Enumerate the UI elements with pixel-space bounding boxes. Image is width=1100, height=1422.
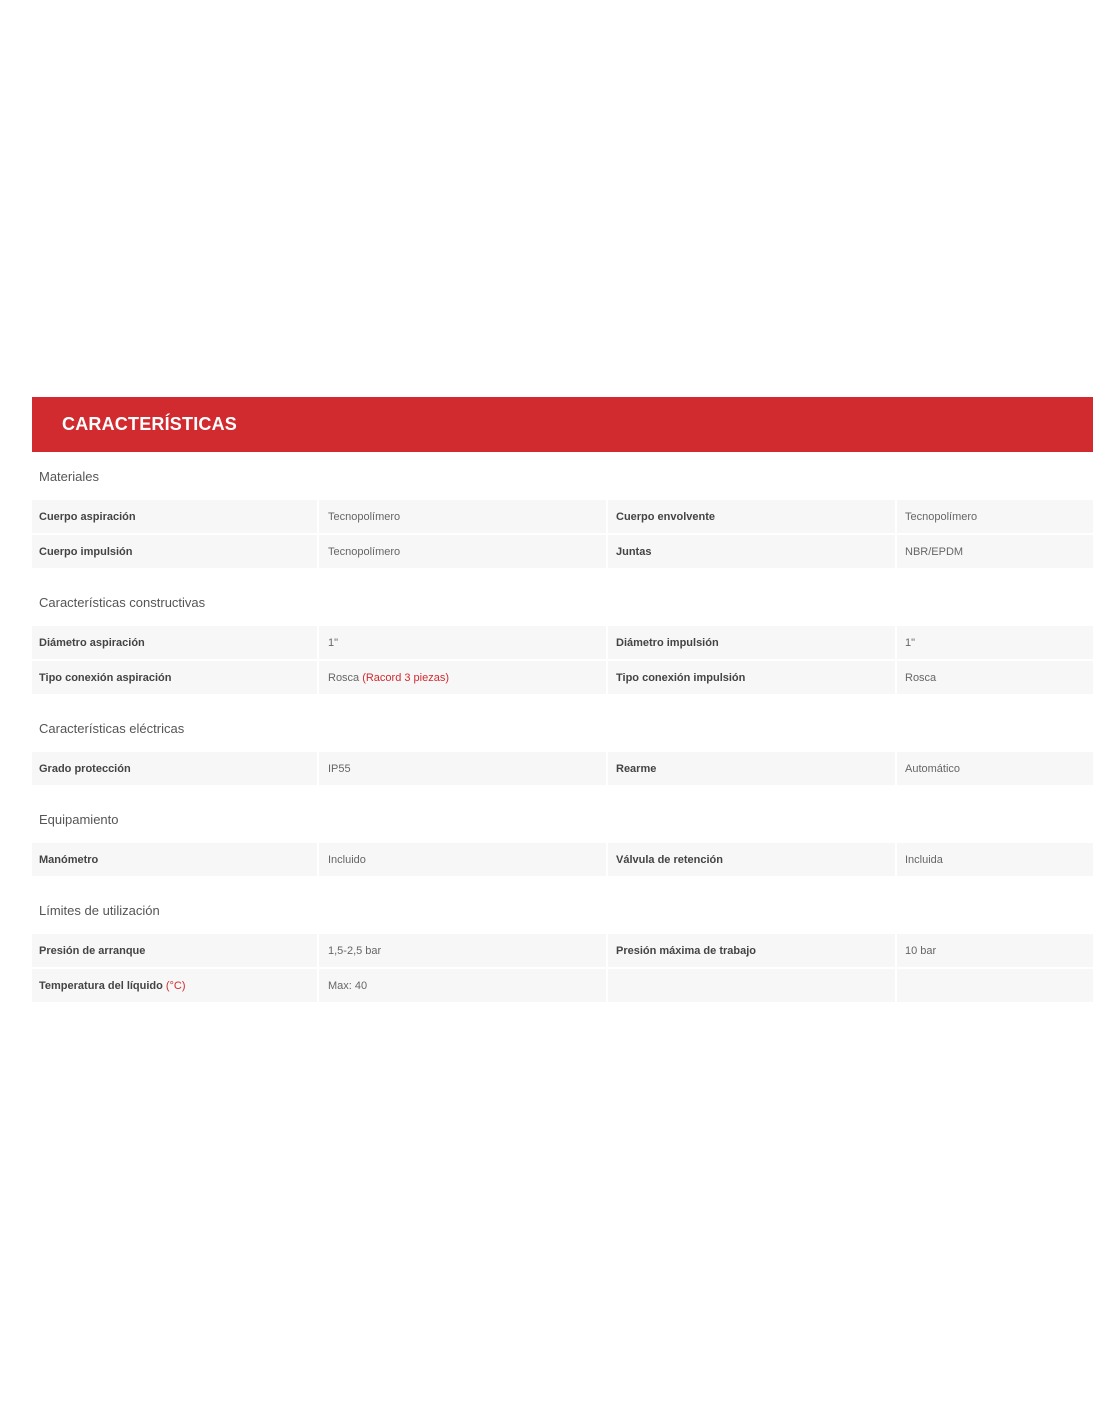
spec-label: Diámetro aspiración [32,626,317,659]
spec-row [32,661,1093,694]
spec-value: 1" [897,626,1093,659]
spec-value [897,969,1093,1002]
spec-value: Tecnopolímero [319,500,606,533]
spec-value-note: (Racord 3 piezas) [362,671,450,684]
spec-label: Cuerpo aspiración [32,500,317,533]
spec-value: Max: 40 [319,969,606,1002]
spec-row [32,843,1093,876]
spec-value: 1,5-2,5 bar [319,934,606,967]
section-title: CARACTERÍSTICAS [62,414,238,434]
spec-label: Cuerpo impulsión [32,535,317,568]
spec-label: Cuerpo envolvente [608,500,895,533]
spec-label: Temperatura del líquido [39,979,163,992]
spec-label: Presión de arranque [32,934,317,967]
spec-value: Incluido [319,843,606,876]
spec-value: Incluida [897,843,1093,876]
spec-group-constructivas [32,570,1093,694]
spec-group-materiales [32,452,1093,568]
spec-label: Válvula de retención [608,843,895,876]
spec-group-electricas [32,696,1093,785]
spec-label: Juntas [608,535,895,568]
group-title: Características eléctricas [39,720,185,736]
spec-value: NBR/EPDM [897,535,1093,568]
spec-value: 10 bar [897,934,1093,967]
group-title: Materiales [39,468,99,484]
group-title: Características constructivas [39,594,206,610]
spec-row [32,535,1093,568]
section-banner [32,397,1093,452]
spec-label-unit: (°C) [165,979,186,992]
spec-label: Tipo conexión aspiración [32,661,317,694]
spec-label: Rearme [608,752,895,785]
spec-value: Tecnopolímero [897,500,1093,533]
spec-label-cell [32,969,317,1002]
spec-label [608,969,895,1002]
spec-row [32,934,1093,967]
spec-row [32,500,1093,533]
spec-value: Automático [897,752,1093,785]
spec-value: IP55 [319,752,606,785]
spec-group-equipamiento [32,787,1093,876]
spec-label: Diámetro impulsión [608,626,895,659]
spec-label: Tipo conexión impulsión [608,661,895,694]
specifications-section [32,397,1093,1004]
spec-label: Presión máxima de trabajo [608,934,895,967]
group-title: Límites de utilización [39,902,160,918]
spec-label: Grado protección [32,752,317,785]
spec-value-cell [319,661,606,694]
spec-row [32,752,1093,785]
spec-value: Tecnopolímero [319,535,606,568]
spec-value: 1" [319,626,606,659]
spec-row [32,969,1093,1002]
spec-group-limites [32,878,1093,1002]
group-title: Equipamiento [39,811,119,827]
spec-label: Manómetro [32,843,317,876]
spec-value: Rosca [328,671,360,684]
spec-value: Rosca [897,661,1093,694]
spec-row [32,626,1093,659]
